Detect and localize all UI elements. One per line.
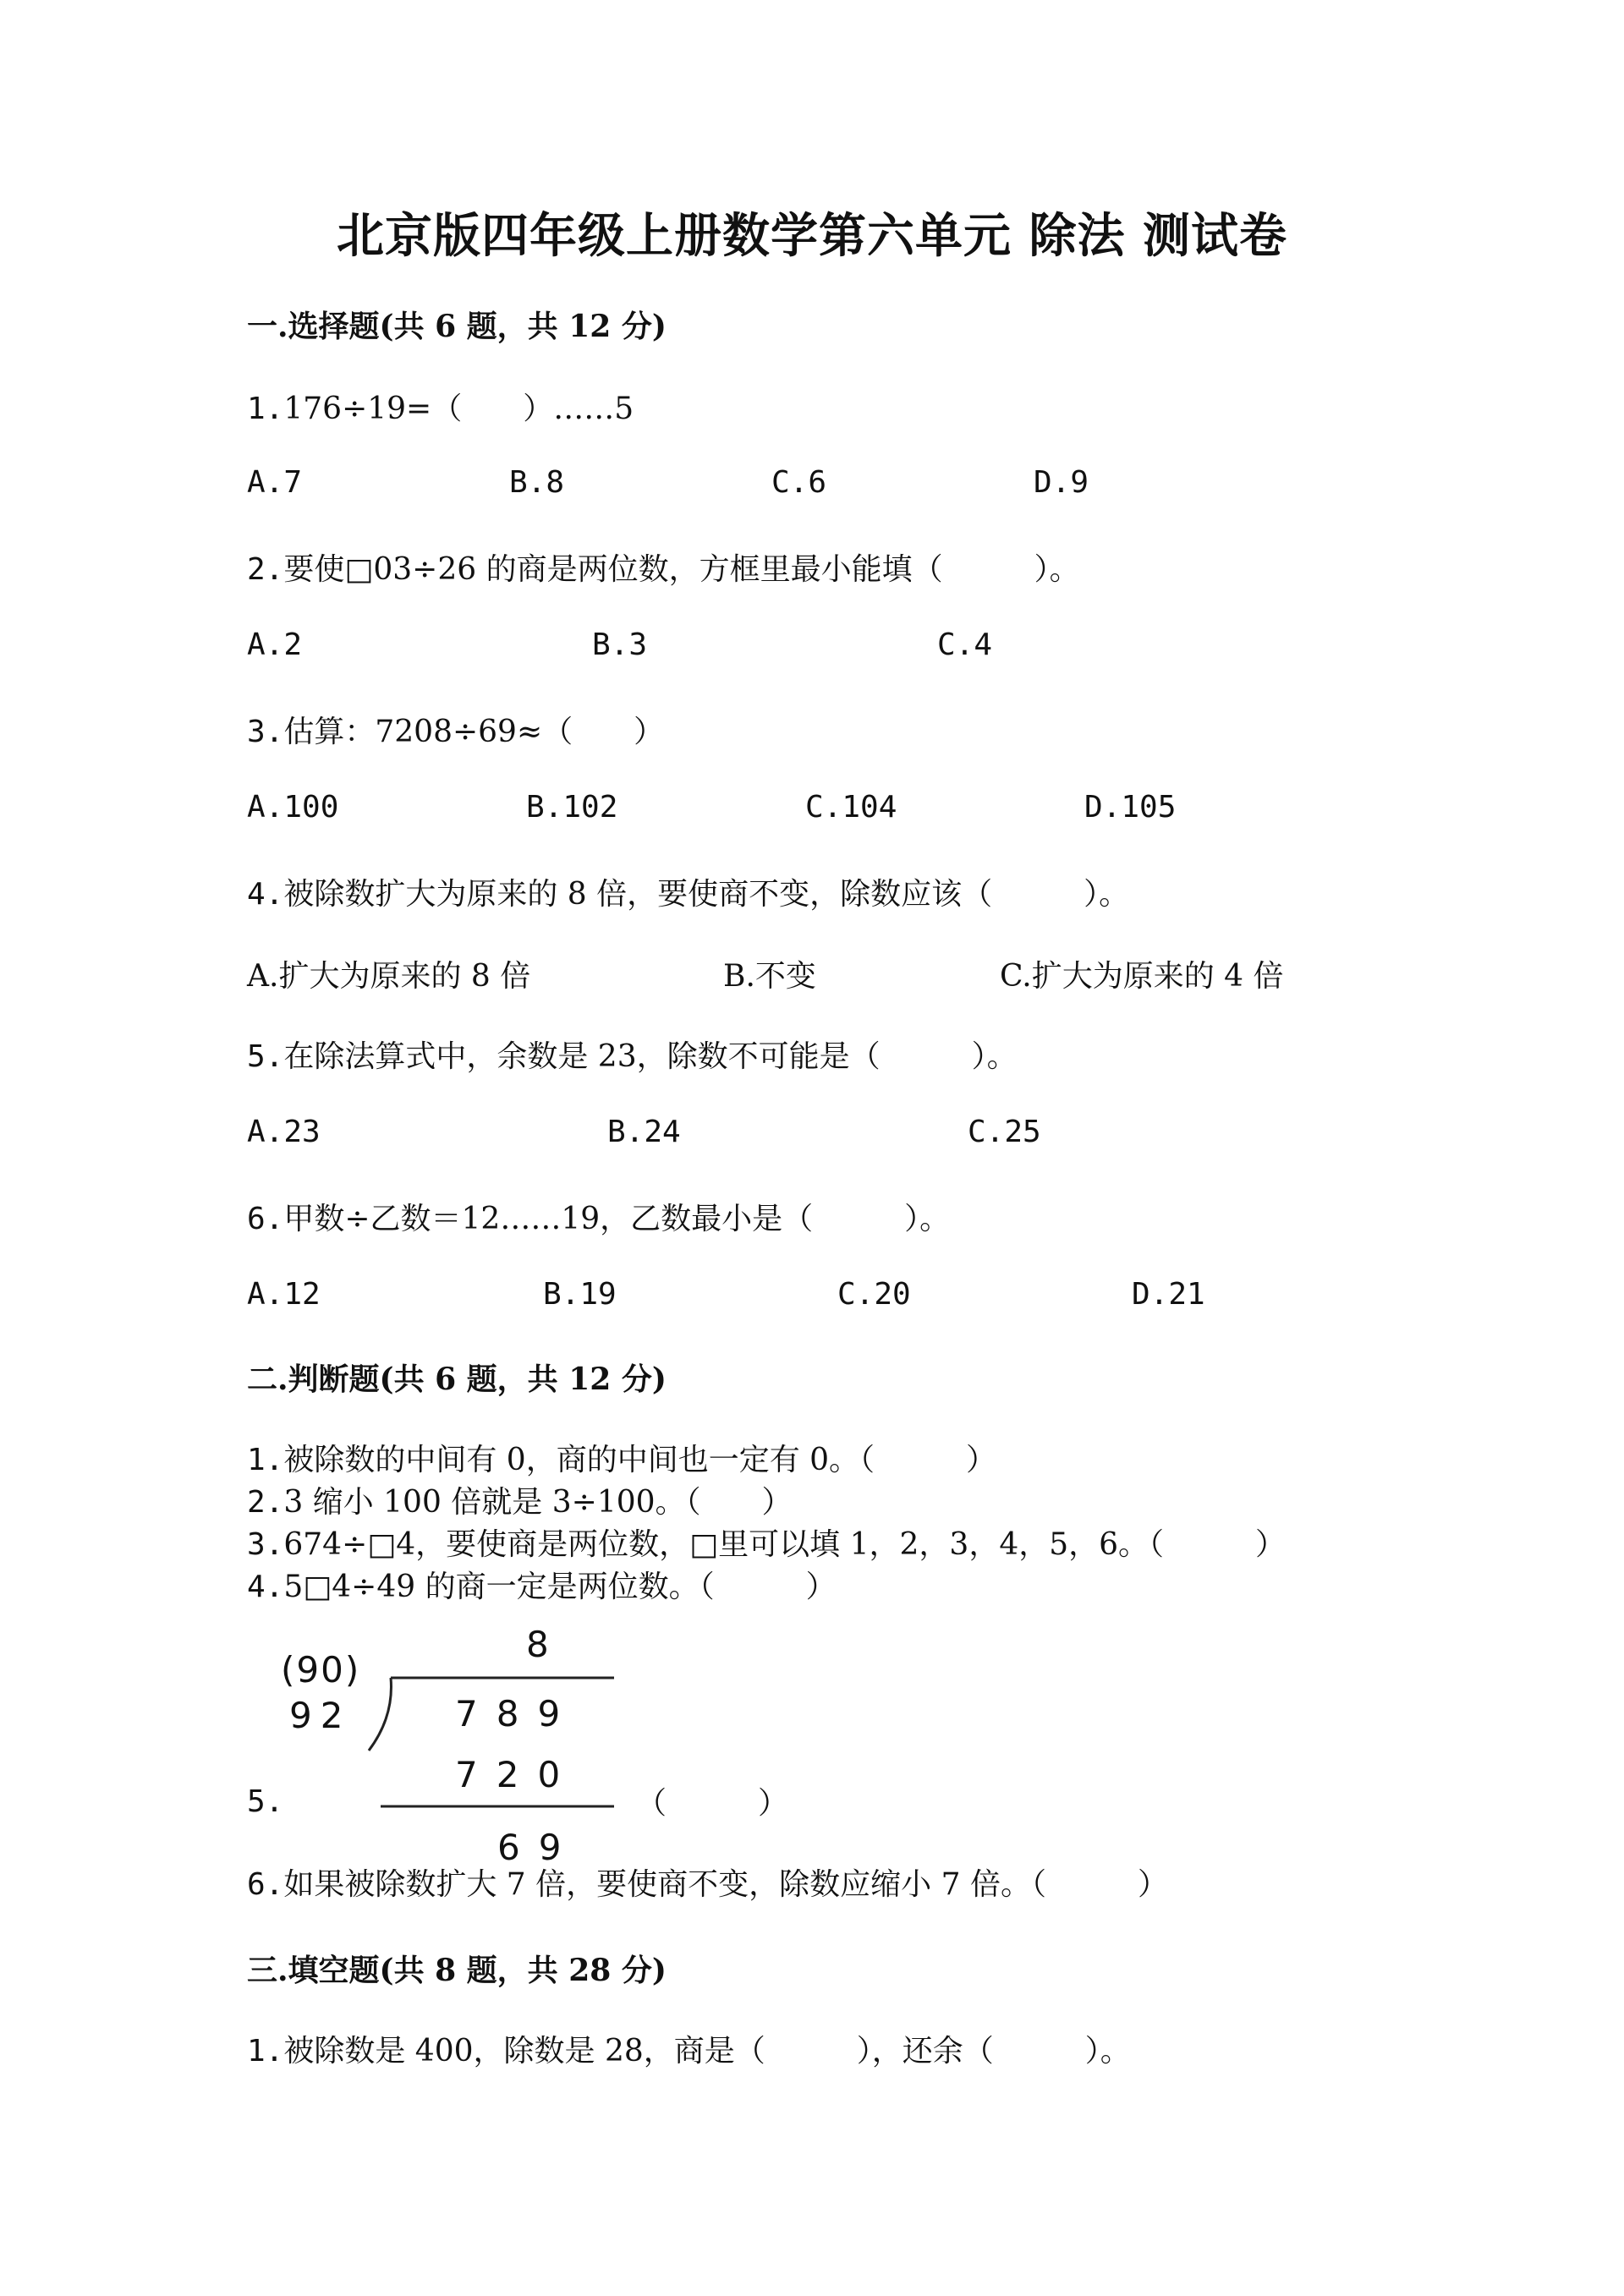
question xyxy=(247,1436,996,1479)
option: C.扩大为原来的 4 倍 xyxy=(1000,959,1284,994)
option: B.102 xyxy=(526,790,618,825)
question-text: 3 缩小 100 倍就是 3÷100。（ ） xyxy=(283,1485,793,1520)
question-text: 被除数的中间有 0，商的中间也一定有 0。（ ） xyxy=(283,1443,997,1477)
question-text: 甲数÷乙数＝12……19，乙数最小是（ ）。 xyxy=(283,1202,951,1236)
division-bracket xyxy=(271,1624,626,1877)
question-number: 4. xyxy=(247,1570,284,1604)
question-text: 估算：7208÷69≈（ ） xyxy=(283,715,665,749)
option: B.19 xyxy=(543,1277,617,1312)
question xyxy=(247,1521,1286,1564)
question xyxy=(247,1033,1018,1076)
question-number: 1. xyxy=(247,2034,284,2069)
section-heading: 二.判断题(共 6 题，共 12 分) xyxy=(247,1362,667,1397)
question-number: 2. xyxy=(247,1485,284,1520)
question-text: 在除法算式中，余数是 23，除数不可能是（ ）。 xyxy=(283,1039,1018,1074)
question xyxy=(247,1195,950,1238)
section-heading: 一.选择题(共 6 题，共 12 分) xyxy=(247,309,667,344)
question-number: 3. xyxy=(247,1527,284,1562)
option: C.25 xyxy=(968,1115,1041,1149)
option: A.2 xyxy=(247,627,303,662)
question xyxy=(247,2027,1131,2070)
question-text: 要使□03÷26 的商是两位数，方框里最小能填（ ）。 xyxy=(283,552,1080,587)
question-text: 176÷19=（ ）……5 xyxy=(283,392,634,426)
dividend: 789 xyxy=(455,1693,579,1734)
question-number: 1. xyxy=(247,392,284,426)
option: B.8 xyxy=(509,465,565,500)
long-division-figure xyxy=(271,1624,626,1877)
question xyxy=(247,1860,1168,1904)
section-heading: 三.填空题(共 8 题，共 28 分) xyxy=(247,1953,667,1988)
question xyxy=(247,1478,793,1521)
option: C.4 xyxy=(937,627,993,662)
question-text: 5□4÷49 的商一定是两位数。（ ） xyxy=(283,1570,837,1604)
estimate-label: (90) xyxy=(281,1649,361,1690)
option: C.6 xyxy=(771,465,827,500)
product: 720 xyxy=(455,1754,579,1795)
question-text: 如果被除数扩大 7 倍，要使商不变，除数应缩小 7 倍。（ ） xyxy=(283,1867,1168,1902)
option: D.21 xyxy=(1132,1277,1205,1312)
divisor: 92 xyxy=(289,1695,352,1736)
option: B.24 xyxy=(607,1115,681,1149)
question-number: 4. xyxy=(247,877,284,912)
question xyxy=(247,1784,283,1819)
option: A.12 xyxy=(247,1277,321,1312)
question-number: 1. xyxy=(247,1443,284,1477)
option: C.20 xyxy=(837,1277,911,1312)
option: B.不变 xyxy=(723,959,816,994)
option: D.105 xyxy=(1084,790,1177,825)
option: A.7 xyxy=(247,465,303,500)
question xyxy=(247,545,1080,589)
quotient: 8 xyxy=(526,1624,557,1665)
option: D.9 xyxy=(1034,465,1089,500)
answer-blank: （ ） xyxy=(636,1786,789,1821)
option: A.23 xyxy=(247,1115,321,1149)
question-text: 被除数是 400，除数是 28，商是（ ），还余（ ）。 xyxy=(283,2034,1131,2069)
question-number: 3. xyxy=(247,715,284,749)
option: A.扩大为原来的 8 倍 xyxy=(247,959,531,994)
question-text: 674÷□4，要使商是两位数，□里可以填 1，2，3，4，5，6。（ ） xyxy=(283,1527,1287,1562)
question-number: 2. xyxy=(247,552,284,587)
option: C.104 xyxy=(805,790,897,825)
question-number: 6. xyxy=(247,1867,284,1902)
question xyxy=(247,1563,837,1606)
question xyxy=(247,708,664,751)
option: B.3 xyxy=(592,627,648,662)
question xyxy=(247,385,634,428)
question-number: 6. xyxy=(247,1202,284,1236)
question-number: 5. xyxy=(247,1039,284,1074)
question-text: 被除数扩大为原来的 8 倍，要使商不变，除数应该（ ）。 xyxy=(283,877,1130,912)
option: A.100 xyxy=(247,790,339,825)
page-title: 北京版四年级上册数学第六单元 除法 测试卷 xyxy=(337,208,1287,264)
question-number: 5. xyxy=(247,1784,284,1819)
question xyxy=(247,870,1129,913)
remainder: 69 xyxy=(497,1827,580,1868)
